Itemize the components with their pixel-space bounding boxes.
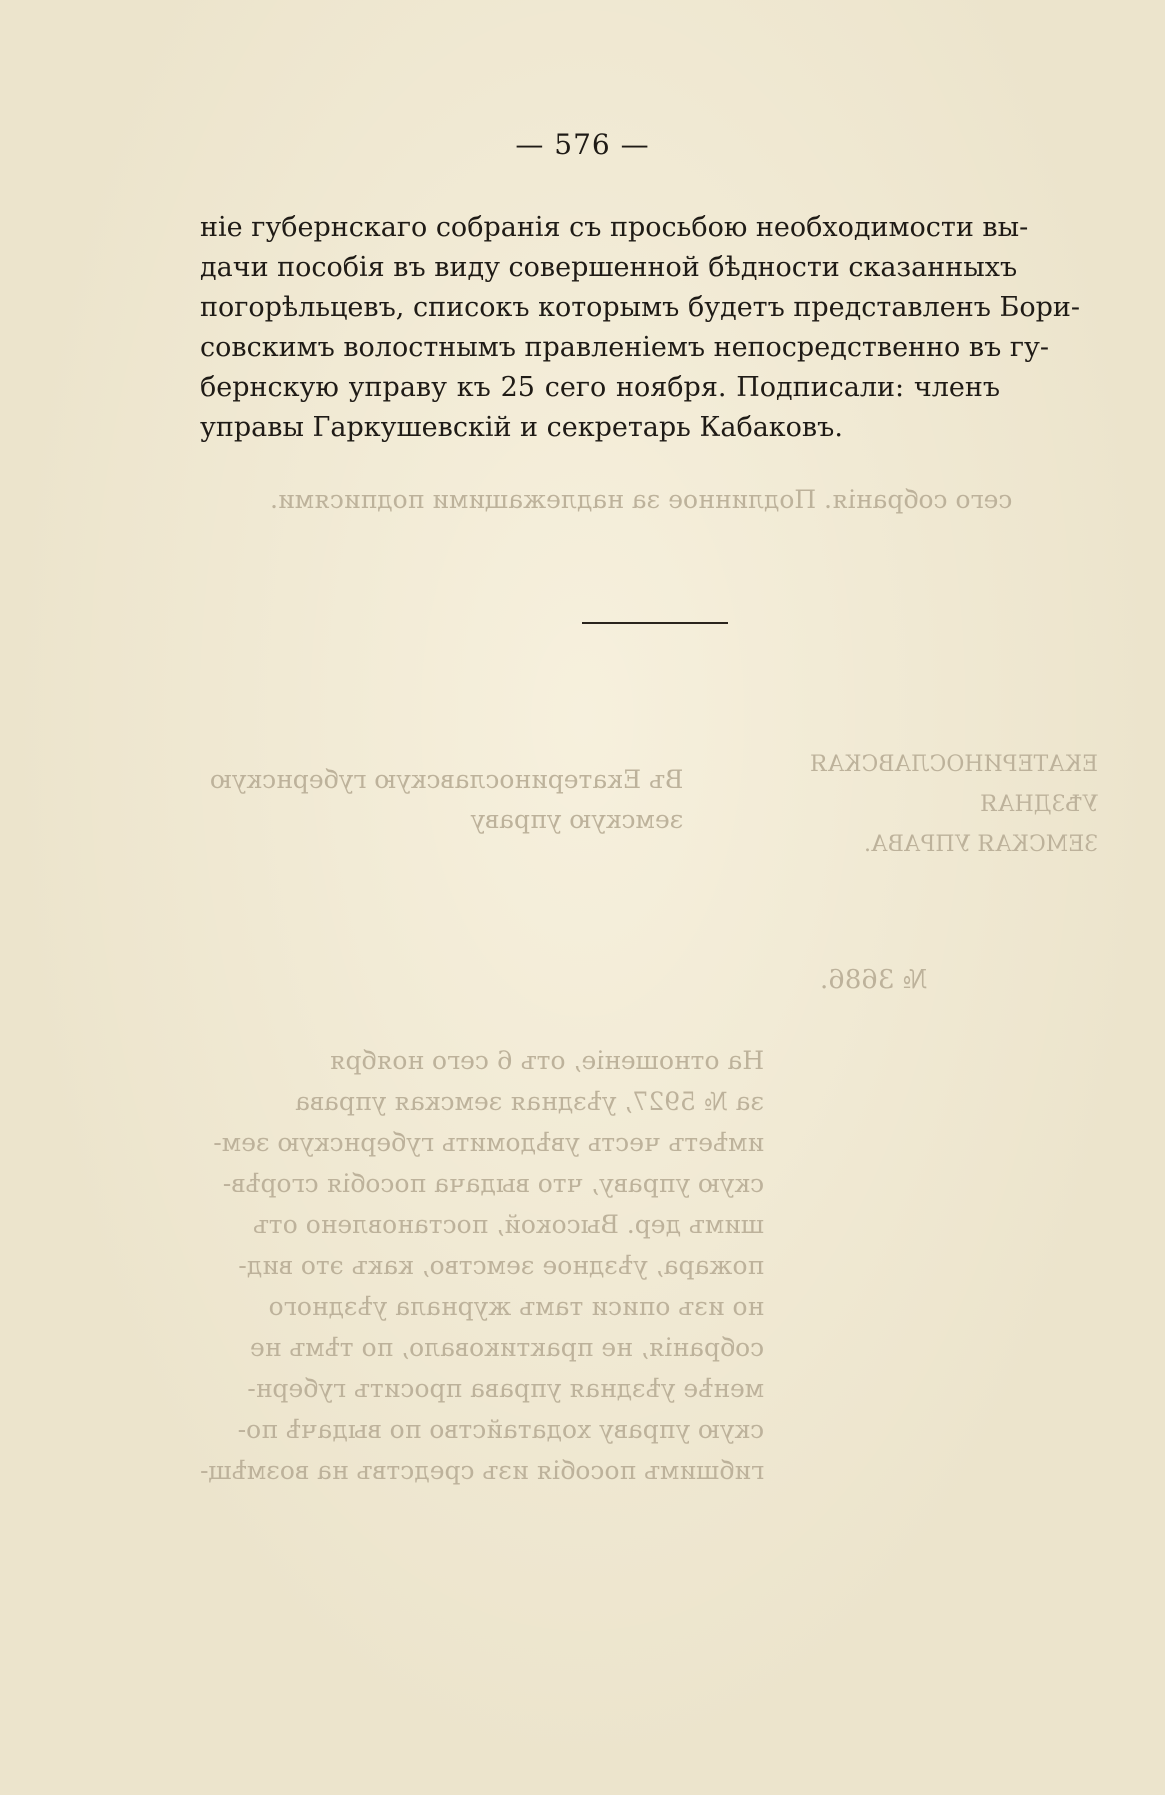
page-number: — 576 —: [515, 128, 650, 161]
paragraph-line: бернскую управу къ 25 сего ноября. Подписали: членъ: [200, 372, 1000, 403]
paragraph-line: ніе губернскаго собранія съ просьбою необходимости вы-: [200, 212, 1029, 243]
bleed-through-text: сего собранія. Подлинное за надлежащими подписями.: [270, 485, 1013, 514]
bleed-through-text: Въ Екатеринославскую губернскую земскую управу: [210, 765, 684, 834]
body-paragraph: [200, 208, 1081, 448]
section-divider: [582, 622, 728, 624]
bleed-through-text: ЕКАТЕРИНОСЛАВСКАЯ УѢЗДНАЯ ЗЕМСКАЯ УПРАВА.: [810, 752, 1098, 857]
paragraph-line: совскимъ волостнымъ правленіемъ непосредственно въ гу-: [200, 332, 1049, 363]
bleed-through-text: На отношеніе, отъ 6 сего ноября за № 5927, уѣздная земская управа имѣетъ честь увѣдомить губернскую зем- скую управу, что выдача пособія сгорѣв- шимъ дер. Высокой, постановлено отъ пожара, уѣздное земство, какъ это вид- но изъ описи тамъ журнала уѣздного собранія, не практиковало, по тѣмъ не менѣе уѣздная управа проситъ губерн- скую управу ходатайство по выдачѣ по- гибшимъ пособія изъ средствъ на возмѣщ-: [200, 1046, 765, 1485]
paragraph-line: управы Гаркушевскій и секретарь Кабаковъ.: [200, 412, 843, 443]
paragraph-line: погорѣльцевъ, списокъ которымъ будетъ представленъ Бори-: [200, 292, 1081, 323]
bleed-through-text: № 3686.: [820, 965, 928, 995]
paragraph-line: дачи пособія въ виду совершенной бѣдности сказанныхъ: [200, 252, 1018, 283]
